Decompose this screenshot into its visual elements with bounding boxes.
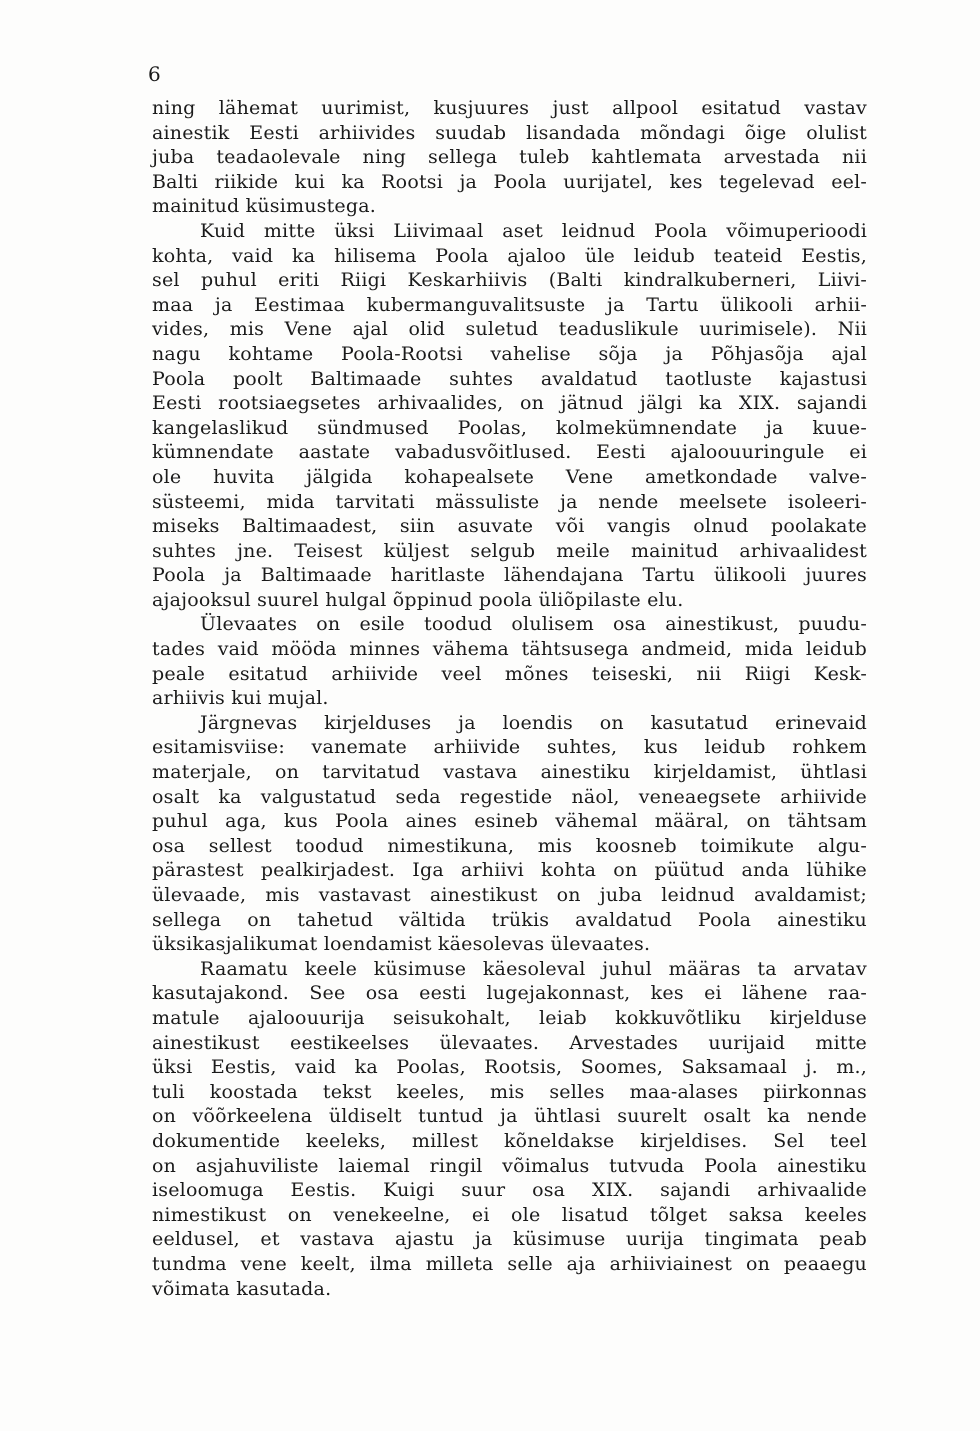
- text-line: ainestik Eesti arhiivides suudab lisandada mõndagi õige olulist: [152, 121, 867, 144]
- text-line: on võõrkeelena üldiselt tuntud ja ühtlasi suurelt osalt ka nende: [152, 1105, 867, 1128]
- text-line: kasutajakond. See osa eesti lugejakonnast, kes ei lähene raa-: [152, 982, 867, 1005]
- text-line: tades vaid mööda minnes vähema tähtsusega andmeid, mida leidub: [152, 638, 867, 661]
- text-line: mainitud küsimustega.: [152, 195, 376, 218]
- text-line: Poola ja Baltimaade haritlaste lähendajana Tartu ülikooli juures: [152, 564, 867, 587]
- text-line: süsteemi, mida tarvitati mässuliste ja nende meelsete isoleeri-: [152, 490, 867, 513]
- text-line: ole huvita jälgida kohapealsete Vene ametkondade valve-: [152, 465, 867, 488]
- text-line: arhiivis kui mujal.: [152, 687, 329, 710]
- text-line: maa ja Eestimaa kubermanguvalitsuste ja Tartu ülikooli arhii-: [152, 293, 867, 316]
- text-line: nimestikust on venekeelne, ei ole lisatud tõlget saksa keeles: [152, 1203, 867, 1226]
- text-line: tundma vene keelt, ilma milleta selle aja arhiiviainest on peaaegu: [152, 1252, 867, 1275]
- text-line: ainestikust eestikeelses ülevaates. Arvestades uurijaid mitte: [152, 1031, 867, 1054]
- text-line: üksikasjalikumat loendamist käesolevas ülevaates.: [152, 933, 651, 956]
- text-line: nagu kohtame Poola-Rootsi vahelise sõja ja Põhjasõja ajal: [152, 342, 867, 365]
- text-line: dokumentide keeleks, millest kõneldakse kirjeldises. Sel teel: [152, 1129, 867, 1152]
- text-line: Kuid mitte üksi Liivimaal aset leidnud Poola võimuperioodi: [200, 219, 867, 242]
- text-line: esitamisviise: vanemate arhiivide suhtes, kus leidub rohkem: [152, 736, 867, 759]
- text-line: Raamatu keele küsimuse käesoleval juhul määras ta arvatav: [200, 957, 867, 980]
- text-line: sellega on tahetud vältida trükis avaldatud Poola ainestiku: [152, 908, 867, 931]
- text-line: miseks Baltimaadest, siin asuvate või vangis olnud poolakate: [152, 515, 867, 538]
- text-line: võimata kasutada.: [152, 1277, 332, 1300]
- text-line: vides, mis Vene ajal olid suletud teaduslikule uurimisele). Nii: [152, 318, 867, 341]
- text-line: Eesti rootsiaegsetes arhivaalides, on jätnud jälgi ka XIX. sajandi: [152, 392, 867, 415]
- text-line: üksi Eestis, vaid ka Poolas, Rootsis, Soomes, Saksamaal j. m.,: [152, 1056, 867, 1079]
- text-line: ajajooksul suurel hulgal õppinud poola üliõpilaste elu.: [152, 588, 684, 611]
- text-line: kohta, vaid ka hilisema Poola ajaloo üle leidub teateid Eestis,: [152, 244, 867, 267]
- text-line: kangelaslikud sündmused Poolas, kolmekümnendate ja kuue-: [152, 416, 867, 439]
- text-line: sel puhul eriti Riigi Keskarhiivis (Balti kindralkuberneri, Liivi-: [152, 269, 867, 292]
- text-line: pärastest pealkirjadest. Iga arhiivi kohta on püütud anda lühike: [152, 859, 867, 882]
- text-line: eeldusel, et vastava ajastu ja küsimuse uurija tingimata peab: [152, 1228, 867, 1251]
- text-line: juba teadaolevale ning sellega tuleb kahtlemata arvestada nii: [152, 146, 867, 169]
- text-line: materjale, on tarvitatud vastava ainestiku kirjeldamist, ühtlasi: [152, 761, 867, 784]
- text-line: osa sellest toodud nimestikuna, mis koosneb toimikute algu-: [152, 834, 867, 857]
- text-line: puhul aga, kus Poola aines esineb vähemal määral, on tähtsam: [152, 810, 867, 833]
- text-line: kümnendate aastate vabadusvõitlused. Eesti ajaloouuringule ei: [152, 441, 867, 464]
- text-line: Balti riikide kui ka Rootsi ja Poola uurijatel, kes tegelevad eel-: [152, 170, 867, 193]
- text-line: on asjahuviliste laiemal ringil võimalus tutvuda Poola ainestiku: [152, 1154, 867, 1177]
- text-line: iseloomuga Eestis. Kuigi suur osa XIX. sajandi arhivaalide: [152, 1179, 867, 1202]
- text-line: matule ajaloouurija seisukohalt, leiab kokkuvõtliku kirjelduse: [152, 1006, 867, 1029]
- text-line: Ülevaates on esile toodud olulisem osa ainestikust, puudu-: [200, 613, 867, 636]
- body-text: [152, 96, 867, 1301]
- text-line: ülevaade, mis vastavast ainestikust on juba leidnud avaldamist;: [152, 884, 867, 906]
- text-line: Poola poolt Baltimaade suhtes avaldatud taotluste kajastusi: [152, 367, 867, 390]
- text-line: suhtes jne. Teisest küljest selgub meile mainitud arhivaalidest: [152, 539, 867, 562]
- text-line: ning lähemat uurimist, kusjuures just allpool esitatud vastav: [152, 97, 867, 119]
- text-line: Järgnevas kirjelduses ja loendis on kasutatud erinevaid: [200, 711, 867, 734]
- text-line: peale esitatud arhiivide veel mõnes teiseski, nii Riigi Kesk-: [152, 662, 867, 685]
- text-line: tuli koostada tekst keeles, mis selles maa-alases piirkonnas: [152, 1080, 867, 1103]
- page-number: 6: [148, 62, 161, 86]
- text-line: osalt ka valgustatud seda regestide näol, veneaegsete arhiivide: [152, 785, 867, 808]
